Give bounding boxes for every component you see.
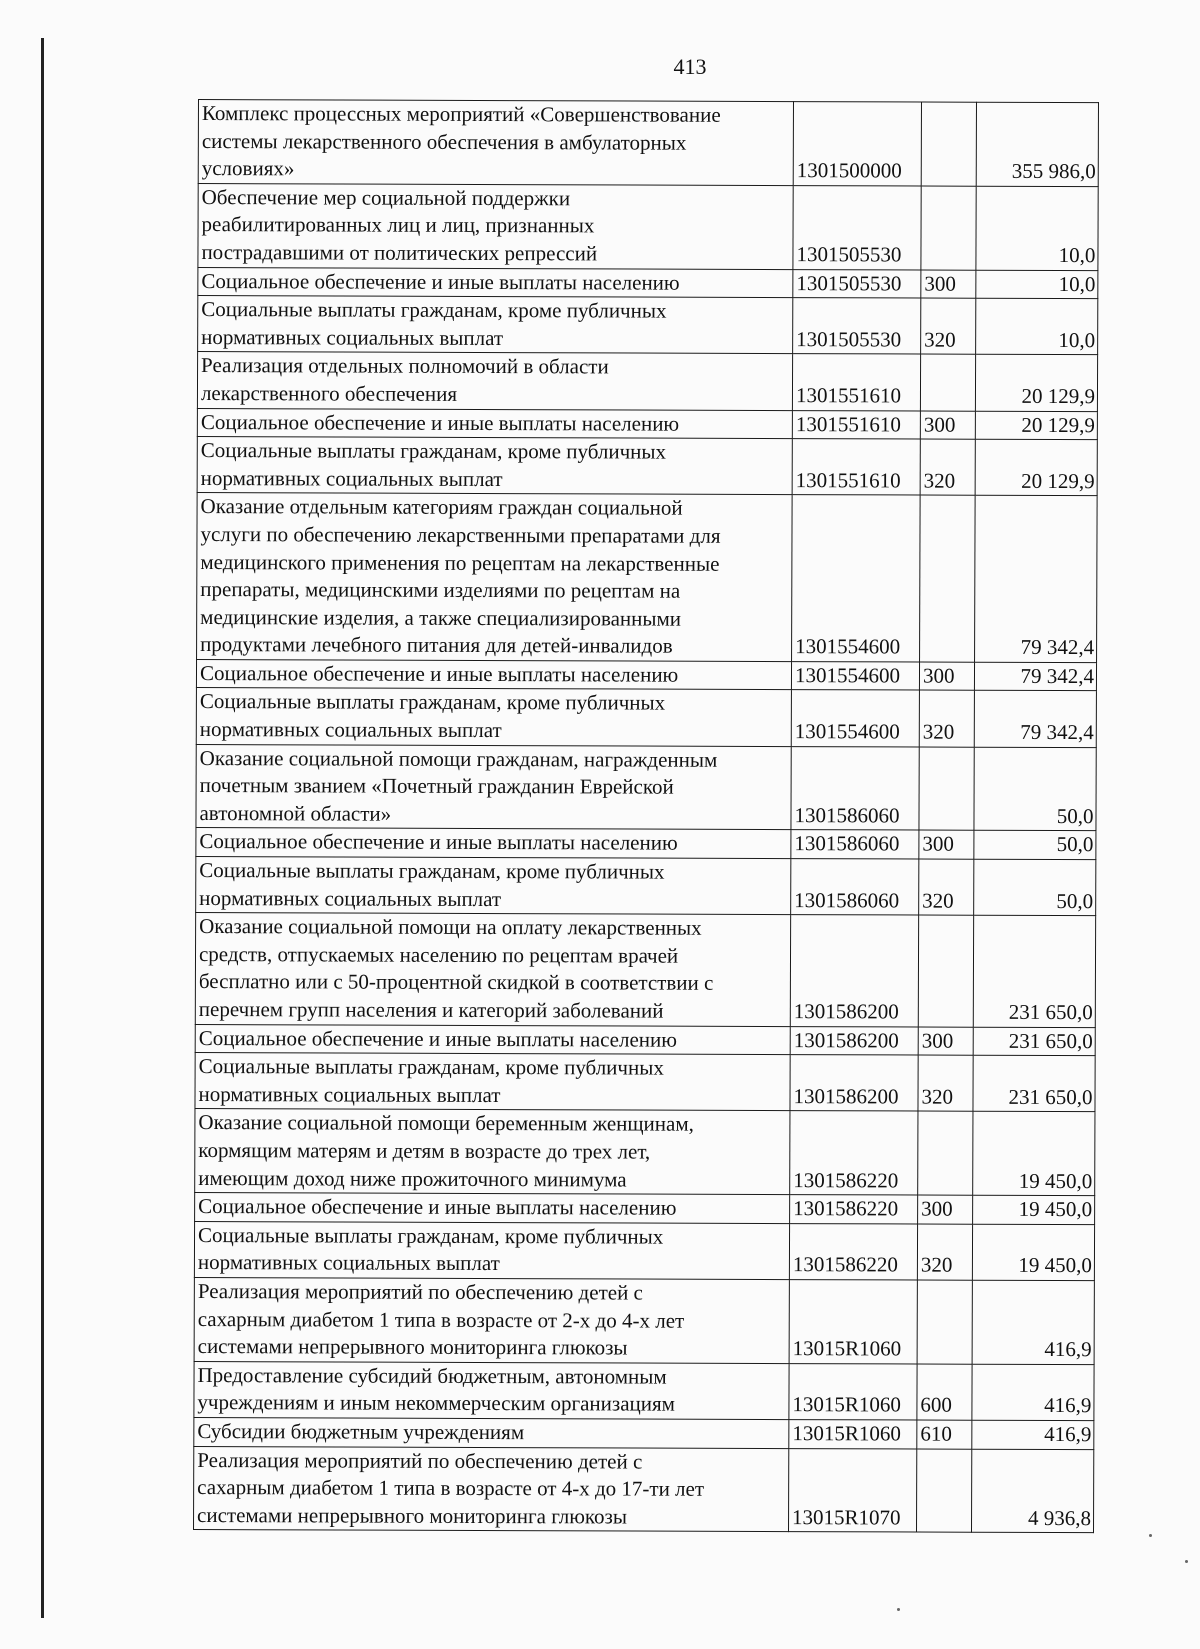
table-row xyxy=(194,1277,1094,1364)
row-type-cell: 320 xyxy=(921,298,976,354)
row-name-cell: Субсидии бюджетным учреждениям xyxy=(194,1417,789,1448)
table-row xyxy=(198,296,1098,355)
row-name-cell: Социальное обеспечение и иные выплаты населению xyxy=(198,267,793,298)
row-code-cell: 1301505530 xyxy=(793,185,921,269)
row-code-cell: 1301505530 xyxy=(793,298,921,355)
row-name-cell: Социальные выплаты гражданам, кроме публичных нормативных социальных выплат xyxy=(198,296,793,354)
table-row xyxy=(196,857,1096,916)
table-row xyxy=(198,183,1098,270)
table-row xyxy=(194,1361,1094,1420)
table-row xyxy=(196,744,1096,831)
table-row xyxy=(194,1417,1094,1449)
row-name-cell: Оказание социальной помощи гражданам, награжденным почетным званием «Почетный гражданин Еврейской автономной области» xyxy=(196,744,791,830)
row-type-cell xyxy=(921,186,976,270)
row-sum-cell: 50,0 xyxy=(974,831,1096,860)
row-sum-cell: 20 129,9 xyxy=(975,355,1097,412)
table-row xyxy=(197,437,1097,496)
row-name-cell: Социальные выплаты гражданам, кроме публичных нормативных социальных выплат xyxy=(197,437,792,495)
budget-table xyxy=(193,99,1099,1533)
row-sum-cell: 416,9 xyxy=(972,1280,1094,1364)
row-sum-cell: 231 650,0 xyxy=(973,915,1095,1027)
row-type-cell: 300 xyxy=(919,662,974,691)
row-sum-cell: 4 936,8 xyxy=(972,1449,1094,1533)
row-sum-cell: 19 450,0 xyxy=(973,1112,1095,1196)
row-name-cell: Реализация мероприятий по обеспечению детей с сахарным диабетом 1 типа в возрасте от 4-х до 17-ти лет системами непрерывного мониторинга глюкозы xyxy=(194,1446,789,1532)
table-row xyxy=(198,267,1098,299)
row-sum-cell: 50,0 xyxy=(974,747,1096,831)
row-sum-cell: 79 342,4 xyxy=(974,691,1096,748)
row-name-cell: Предоставление субсидий бюджетным, автономным учреждениям и иным некоммерческим организациям xyxy=(194,1361,789,1419)
row-code-cell: 1301586220 xyxy=(789,1223,917,1280)
row-type-cell xyxy=(919,747,974,831)
row-type-cell: 300 xyxy=(920,411,975,440)
row-name-cell: Оказание отдельным категориям граждан социальной услуги по обеспечению лекарственными препаратами для медицинского применения по рецептам на лекарственные препараты, медицинскими изделиями по рецептам на медицинские изделия, а также специализированными продуктами лечебного питания для детей-инвалидов xyxy=(197,493,793,662)
table-row xyxy=(196,659,1096,691)
row-sum-cell: 231 650,0 xyxy=(973,1055,1095,1112)
row-name-cell: Социальное обеспечение и иные выплаты населению xyxy=(195,1193,790,1224)
row-name-cell: Комплекс процессных мероприятий «Совершенствование системы лекарственного обеспечения в амбулаторных условиях» xyxy=(198,100,793,186)
row-code-cell: 1301586220 xyxy=(790,1111,918,1195)
row-name-cell: Реализация мероприятий по обеспечению детей с сахарным диабетом 1 типа в возрасте от 2-х до 4-х лет системами непрерывного мониторинга глюкозы xyxy=(194,1277,789,1363)
row-code-cell: 1301586060 xyxy=(791,746,919,830)
row-sum-cell: 20 129,9 xyxy=(975,411,1097,440)
table-row xyxy=(197,493,1098,663)
row-sum-cell: 19 450,0 xyxy=(973,1195,1095,1224)
row-sum-cell: 10,0 xyxy=(976,298,1098,355)
table-row xyxy=(195,1024,1095,1056)
row-sum-cell: 20 129,9 xyxy=(975,439,1097,496)
row-name-cell: Социальное обеспечение и иные выплаты населению xyxy=(196,828,791,859)
row-code-cell: 13015R1060 xyxy=(789,1280,917,1364)
row-name-cell: Социальное обеспечение и иные выплаты населению xyxy=(196,659,791,690)
table-row xyxy=(195,913,1095,1028)
table-row xyxy=(197,352,1097,411)
row-type-cell xyxy=(918,915,973,1027)
row-sum-cell: 19 450,0 xyxy=(972,1224,1094,1281)
row-code-cell: 1301554600 xyxy=(792,495,921,662)
scan-speck xyxy=(1185,1560,1188,1563)
row-sum-cell: 231 650,0 xyxy=(973,1027,1095,1056)
row-code-cell: 1301551610 xyxy=(792,354,920,411)
table-row xyxy=(195,1053,1095,1112)
row-code-cell: 1301586200 xyxy=(790,1055,918,1112)
row-code-cell: 1301586060 xyxy=(791,859,919,916)
scan-speck xyxy=(897,1608,900,1611)
row-name-cell: Социальное обеспечение и иные выплаты населению xyxy=(195,1024,790,1055)
row-type-cell: 320 xyxy=(918,1055,973,1111)
row-code-cell: 13015R1060 xyxy=(789,1363,917,1420)
row-name-cell: Социальные выплаты гражданам, кроме публичных нормативных социальных выплат xyxy=(194,1221,789,1279)
page-number: 413 xyxy=(673,54,707,79)
row-code-cell: 1301554600 xyxy=(791,661,919,690)
row-type-cell xyxy=(920,354,975,410)
row-code-cell: 1301505530 xyxy=(793,269,921,298)
row-code-cell: 1301586060 xyxy=(791,830,919,859)
row-type-cell: 600 xyxy=(917,1364,972,1420)
table-row xyxy=(195,1193,1095,1225)
row-code-cell: 1301551610 xyxy=(792,410,920,439)
row-code-cell: 13015R1060 xyxy=(789,1419,917,1448)
row-sum-cell: 79 342,4 xyxy=(975,496,1098,663)
scan-margin-line xyxy=(41,38,44,1618)
row-type-cell: 300 xyxy=(919,830,974,859)
row-sum-cell: 79 342,4 xyxy=(974,662,1096,691)
row-sum-cell: 50,0 xyxy=(974,859,1096,916)
row-type-cell: 320 xyxy=(919,859,974,915)
table-row xyxy=(194,1221,1094,1280)
row-type-cell: 300 xyxy=(918,1195,973,1224)
row-type-cell: 300 xyxy=(918,1027,973,1056)
row-type-cell xyxy=(920,495,976,662)
row-type-cell: 300 xyxy=(921,270,976,299)
row-name-cell: Социальные выплаты гражданам, кроме публичных нормативных социальных выплат xyxy=(196,857,791,915)
row-sum-cell: 10,0 xyxy=(976,270,1098,299)
row-name-cell: Социальные выплаты гражданам, кроме публичных нормативных социальных выплат xyxy=(196,688,791,746)
row-name-cell: Обеспечение мер социальной поддержки реабилитированных лиц и лиц, признанных пострадавшими от политических репрессий xyxy=(198,183,793,269)
table-row xyxy=(195,1109,1095,1196)
row-type-cell: 320 xyxy=(919,690,974,746)
row-sum-cell: 416,9 xyxy=(972,1364,1094,1421)
row-code-cell: 1301551610 xyxy=(792,439,920,496)
row-sum-cell: 10,0 xyxy=(976,186,1098,270)
row-sum-cell: 355 986,0 xyxy=(976,102,1098,186)
table-row xyxy=(198,100,1098,187)
row-type-cell xyxy=(921,102,976,186)
table-row xyxy=(196,688,1096,747)
row-code-cell: 1301554600 xyxy=(791,690,919,747)
row-code-cell: 1301586220 xyxy=(790,1195,918,1224)
row-code-cell: 1301586200 xyxy=(790,1026,918,1055)
row-sum-cell: 416,9 xyxy=(972,1420,1094,1449)
row-type-cell: 320 xyxy=(920,439,975,495)
row-name-cell: Социальное обеспечение и иные выплаты населению xyxy=(197,408,792,439)
row-code-cell: 1301500000 xyxy=(793,102,921,186)
row-name-cell: Оказание социальной помощи на оплату лекарственных средств, отпускаемых населению по рецептам врачей бесплатно или с 50-процентной скидкой в соответствии с перечнем групп населения и категорий заболеваний xyxy=(195,913,790,1026)
scan-speck xyxy=(1149,1534,1152,1537)
table-row xyxy=(194,1446,1094,1533)
row-type-cell xyxy=(917,1280,972,1364)
row-code-cell: 13015R1070 xyxy=(789,1448,917,1532)
budget-table-body xyxy=(194,100,1099,1533)
row-name-cell: Реализация отдельных полномочий в области лекарственного обеспечения xyxy=(197,352,792,410)
row-name-cell: Социальные выплаты гражданам, кроме публичных нормативных социальных выплат xyxy=(195,1053,790,1111)
table-row xyxy=(196,828,1096,860)
row-code-cell: 1301586200 xyxy=(790,915,918,1027)
row-type-cell xyxy=(918,1111,973,1195)
row-type-cell: 610 xyxy=(917,1420,972,1449)
table-row xyxy=(197,408,1097,440)
row-type-cell: 320 xyxy=(917,1224,972,1280)
row-type-cell xyxy=(917,1449,972,1533)
row-name-cell: Оказание социальной помощи беременным женщинам, кормящим матерям и детям в возрасте до трех лет, имеющим доход ниже прожиточного минимума xyxy=(195,1109,790,1195)
